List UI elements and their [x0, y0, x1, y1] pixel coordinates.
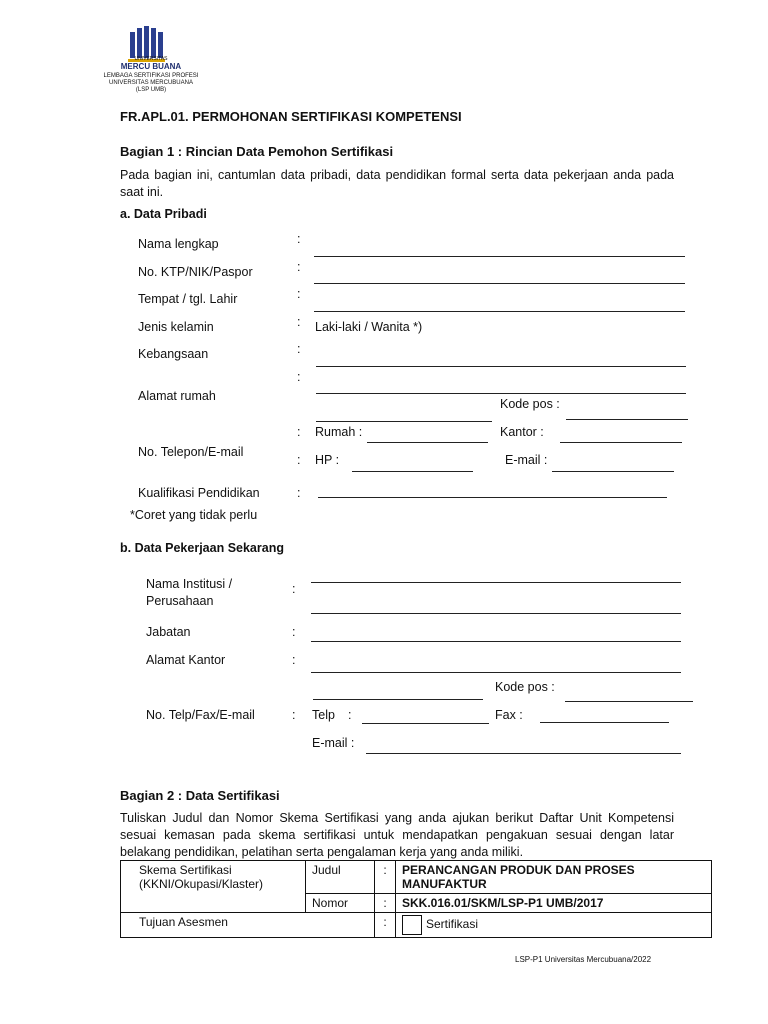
- kodepos-input-line[interactable]: [566, 419, 688, 420]
- telp-input-line[interactable]: [362, 723, 489, 724]
- bagian2-heading: Bagian 2 : Data Sertifikasi: [120, 788, 280, 803]
- form-title: FR.APL.01. PERMOHONAN SERTIFIKASI KOMPETENSI: [120, 109, 462, 124]
- logo-sub3: (LSP UMB): [135, 87, 167, 93]
- tujuan-label: Tujuan Asesmen: [121, 913, 375, 938]
- rumah-input-line[interactable]: [367, 442, 488, 443]
- label-telp: Telp: [312, 708, 335, 722]
- bagian2-intro: Tuliskan Judul dan Nomor Skema Sertifikasi yang anda ajukan berikut Daftar Unit Kompetensi sesuai kemasan pada skema sertifikasi untuk mendapatkan pengakuan sesuai dengan latar belakang pendidikan, pelatihan serta pengalaman kerja yang anda miliki.: [120, 811, 674, 859]
- label-kebangsaan: Kebangsaan: [138, 347, 209, 361]
- nomor-value: SKK.016.01/SKM/LSP-P1 UMB/2017: [396, 894, 712, 913]
- label-kualifikasi: Kualifikasi Pendidikan: [138, 486, 260, 500]
- colon: :: [297, 342, 301, 356]
- label-email-kantor: E-mail :: [312, 736, 355, 750]
- colon: :: [375, 894, 396, 913]
- colon: :: [297, 232, 301, 246]
- judul-label: Judul: [306, 861, 375, 894]
- jenis-kelamin-value[interactable]: Laki-laki / Wanita *): [315, 320, 423, 334]
- section-b-heading: b. Data Pekerjaan Sekarang: [120, 541, 284, 555]
- label-alamat-kantor: Alamat Kantor: [146, 653, 226, 667]
- kantor-input-line[interactable]: [560, 442, 682, 443]
- label-fax: Fax :: [495, 708, 523, 722]
- label-alamat-rumah: Alamat rumah: [138, 389, 216, 403]
- label-jenis-kelamin: Jenis kelamin: [138, 320, 214, 334]
- jabatan-input-line[interactable]: [311, 641, 681, 642]
- colon: :: [297, 287, 301, 301]
- colon: :: [297, 370, 301, 384]
- tujuan-option-cell: [396, 913, 712, 938]
- alamat-input-line-1[interactable]: [316, 393, 686, 394]
- page-footer: LSP-P1 Universitas Mercubuana/2022: [515, 955, 652, 964]
- colon: :: [348, 708, 352, 722]
- label-telepon: No. Telepon/E-mail: [138, 445, 244, 459]
- logo-name: MERCU BUANA: [120, 62, 182, 71]
- nama-input-line[interactable]: [314, 256, 685, 257]
- logo-sub1: LEMBAGA SERTIFIKASI PROFESI: [103, 73, 199, 79]
- fax-input-line[interactable]: [540, 722, 669, 723]
- logo-sub2: UNIVERSITAS MERCUBUANA: [109, 80, 193, 86]
- colon: :: [375, 913, 396, 938]
- skema-label-2: (KKNI/Okupasi/Klaster): [139, 877, 264, 891]
- colon: :: [292, 653, 296, 667]
- email-kantor-input-line[interactable]: [366, 753, 681, 754]
- label-ttl: Tempat / tgl. Lahir: [138, 292, 238, 306]
- colon: :: [292, 708, 296, 722]
- label-institusi-1: Nama Institusi /: [146, 577, 233, 591]
- colon: :: [297, 315, 301, 329]
- coret-note: *Coret yang tidak perlu: [130, 508, 258, 522]
- hp-input-line[interactable]: [352, 471, 473, 472]
- email-input-line[interactable]: [552, 471, 674, 472]
- judul-value: PERANCANGAN PRODUK DAN PROSES MANUFAKTUR: [396, 861, 712, 894]
- colon: :: [375, 861, 396, 894]
- label-telp-kantor: No. Telp/Fax/E-mail: [146, 708, 255, 722]
- ttl-input-line[interactable]: [314, 311, 685, 312]
- university-logo: [96, 26, 206, 96]
- label-kodepos: Kode pos :: [500, 397, 560, 411]
- institusi-input-line-1[interactable]: [311, 582, 681, 583]
- label-ktp: No. KTP/NIK/Paspor: [138, 265, 253, 279]
- section-a-heading: a. Data Pribadi: [120, 207, 207, 221]
- institusi-input-line-2[interactable]: [311, 613, 681, 614]
- skema-table: [120, 860, 712, 938]
- logo-tagline: UNIVERSITAS: [134, 56, 168, 62]
- bagian1-heading: Bagian 1 : Rincian Data Pemohon Sertifikasi: [120, 144, 394, 159]
- kualifikasi-input-line[interactable]: [318, 497, 667, 498]
- label-kodepos-kantor: Kode pos :: [495, 680, 555, 694]
- label-rumah: Rumah :: [315, 425, 363, 439]
- ktp-input-line[interactable]: [314, 283, 685, 284]
- colon: :: [297, 425, 301, 439]
- label-institusi-2: Perusahaan: [146, 594, 214, 608]
- skema-label-1: Skema Sertifikasi: [139, 863, 232, 877]
- alamat-input-line-2[interactable]: [316, 421, 492, 422]
- label-hp: HP :: [315, 453, 340, 467]
- kebangsaan-input-line[interactable]: [316, 366, 686, 367]
- alamat-kantor-input-line-2[interactable]: [313, 699, 483, 700]
- colon: :: [292, 625, 296, 639]
- colon: :: [292, 582, 296, 596]
- label-jabatan: Jabatan: [146, 625, 191, 639]
- nomor-label: Nomor: [306, 894, 375, 913]
- label-email: E-mail :: [505, 453, 548, 467]
- bagian1-intro: Pada bagian ini, cantumlan data pribadi, data pendidikan formal serta data pekerjaan anda pada saat ini.: [120, 168, 674, 199]
- alamat-kantor-input-line-1[interactable]: [311, 672, 681, 673]
- colon: :: [297, 260, 301, 274]
- label-kantor: Kantor :: [500, 425, 544, 439]
- label-nama: Nama lengkap: [138, 237, 219, 251]
- colon: :: [297, 486, 301, 500]
- sertifikasi-checkbox[interactable]: [402, 915, 422, 935]
- skema-label-cell: [121, 861, 306, 913]
- colon: :: [297, 453, 301, 467]
- kodepos-kantor-input-line[interactable]: [565, 701, 693, 702]
- sertifikasi-label: Sertifikasi: [426, 917, 479, 932]
